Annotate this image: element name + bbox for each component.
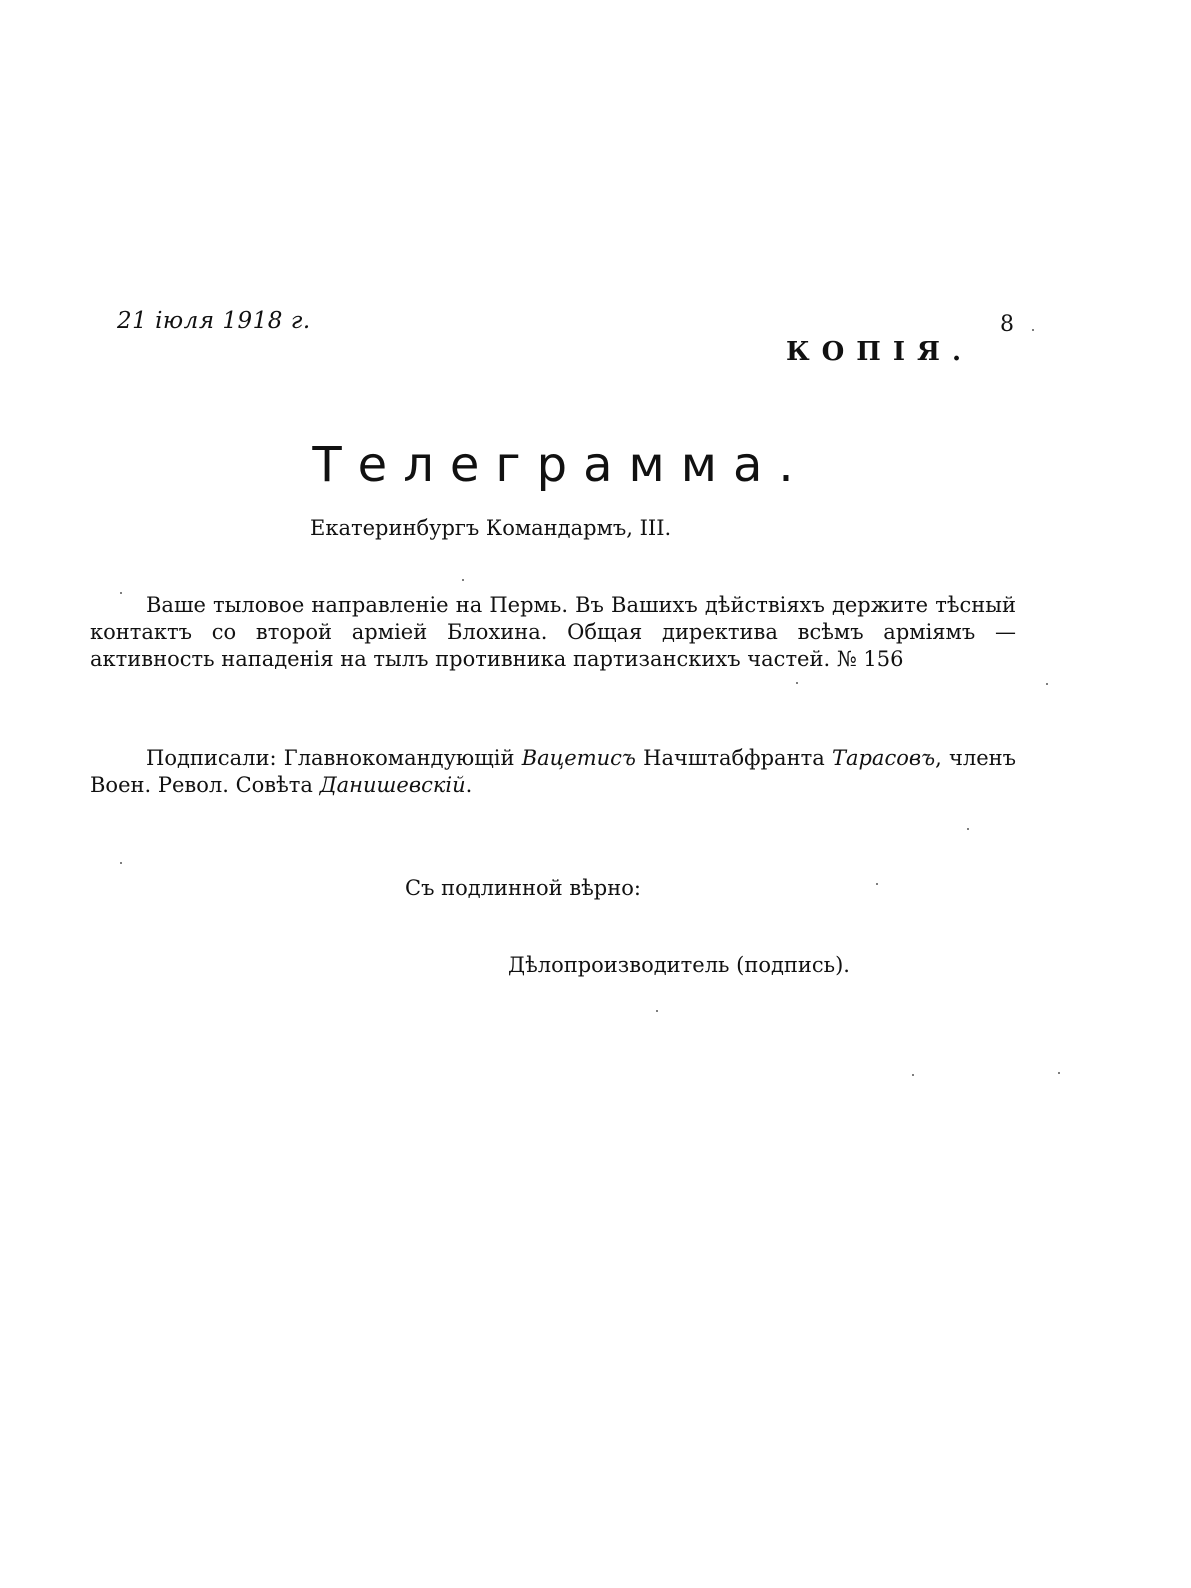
document-date: 21 іюля 1918 г. bbox=[117, 308, 311, 334]
signatures-end: . bbox=[465, 773, 473, 797]
print-speck bbox=[876, 883, 878, 885]
print-speck bbox=[1058, 1072, 1060, 1074]
page-number: 8 bbox=[1000, 312, 1014, 337]
addressee-line: Екатеринбургъ Командармъ, III. bbox=[310, 516, 672, 540]
signatory-vatsetis: Вацетисъ bbox=[521, 746, 636, 770]
signatory-role-council-member: , членъ Воен. Револ. Совѣта bbox=[90, 746, 1016, 797]
print-speck bbox=[1046, 683, 1048, 685]
print-speck bbox=[656, 1010, 658, 1012]
signatures-prefix: Подписали: Главнокомандующій bbox=[146, 746, 515, 770]
signatory-role-chief-of-staff: Начштабфранта bbox=[643, 746, 825, 770]
signatory-danishevsky: Данишевскій bbox=[319, 773, 466, 797]
signatory-tarasov: Тарасовъ bbox=[831, 746, 936, 770]
certified-line: Съ подлинной вѣрно: bbox=[405, 876, 641, 900]
print-speck bbox=[1032, 329, 1034, 331]
print-speck bbox=[796, 682, 798, 684]
signatures-paragraph bbox=[90, 745, 1016, 799]
clerk-signature-line: Дѣлопроизводитель (подпись). bbox=[508, 953, 850, 977]
print-speck bbox=[120, 862, 122, 864]
print-speck bbox=[912, 1074, 914, 1076]
telegram-body: Ваше тыловое направленіе на Пермь. Въ Вашихъ дѣйствіяхъ держите тѣсный контактъ со второй арміей Блохина. Общая директива всѣмъ арміямъ — активность нападенія на тылъ противника партизанскихъ частей. № 156 bbox=[90, 593, 1016, 671]
print-speck bbox=[120, 592, 122, 594]
print-speck bbox=[462, 579, 464, 581]
copy-mark: КОПІЯ. bbox=[786, 337, 973, 367]
document-title: Телеграмма. bbox=[312, 437, 810, 494]
print-speck bbox=[967, 828, 969, 830]
